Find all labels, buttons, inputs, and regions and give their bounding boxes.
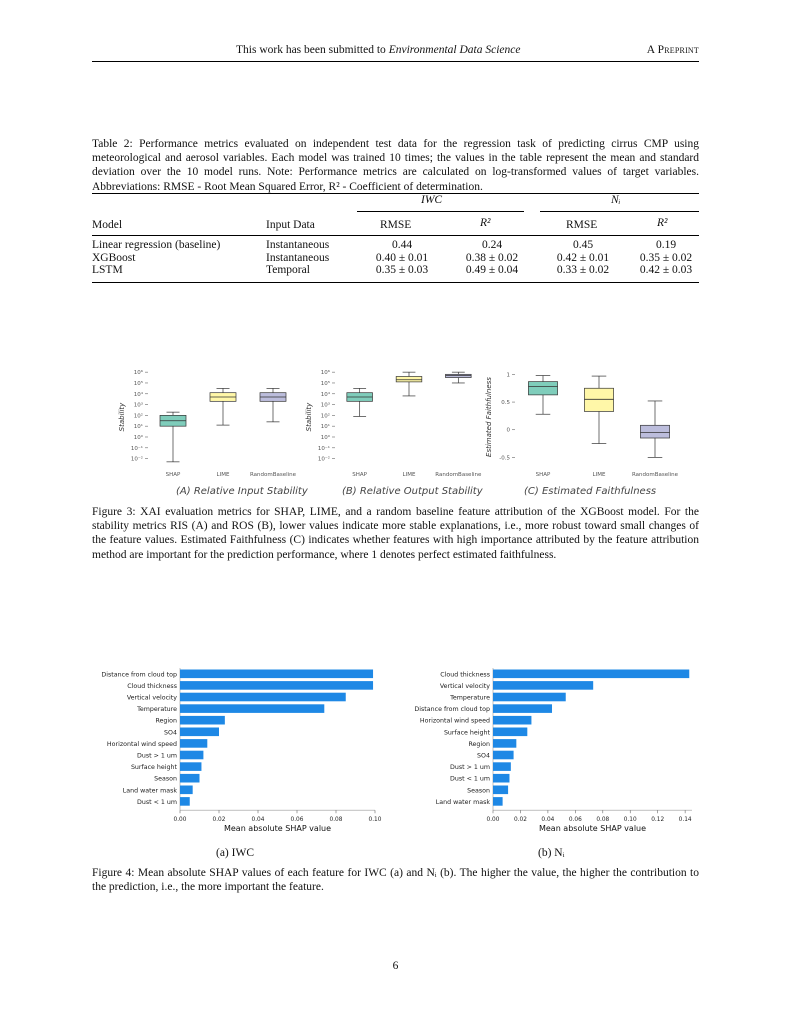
shap-bar: [180, 670, 373, 679]
feature-label: Distance from cloud top: [101, 671, 177, 679]
col-header-rmse-ni: RMSE: [566, 219, 598, 231]
x-tick-label: 0.02: [513, 817, 527, 824]
table-cell-value: 0.40 ± 0.01: [375, 251, 429, 264]
feature-label: Season: [467, 787, 490, 795]
shap-bar: [180, 739, 207, 748]
feature-label: Land water mask: [435, 798, 490, 806]
table-cell-value: 0.35 ± 0.02: [639, 251, 693, 264]
shap-bar: [180, 716, 225, 725]
box-randombaseline: [640, 425, 669, 438]
x-tick-label: 0.12: [651, 817, 665, 824]
y-tick-label: 10⁰: [133, 434, 143, 441]
x-tick-label: SHAP: [535, 472, 551, 478]
feature-label: Horizontal wind speed: [419, 717, 490, 725]
y-tick-label: 10⁵: [320, 380, 330, 387]
y-tick-label: 10⁴: [320, 391, 330, 398]
y-tick-label: 10⁰: [320, 434, 330, 441]
group-rule-iwc: [357, 211, 524, 212]
x-tick-label: 0.06: [568, 817, 582, 824]
y-tick-label: 10⁻¹: [317, 445, 330, 452]
fig3-c-title: (C) Estimated Faithfulness: [524, 486, 657, 497]
feature-label: Surface height: [130, 764, 177, 772]
feature-label: Temperature: [450, 694, 490, 702]
fig3-a-title: (A) Relative Input Stability: [176, 486, 308, 497]
table-mid-rule: [92, 235, 699, 236]
x-axis-title: Mean absolute SHAP value: [223, 824, 332, 834]
y-tick-label: 10³: [320, 402, 330, 409]
x-tick-label: 0.04: [251, 817, 265, 824]
shap-bar: [493, 797, 503, 806]
figure3-caption: Figure 3: XAI evaluation metrics for SHAP, LIME, and a random baseline feature attribution of the XGBoost model. For the stability metrics RIS (A) and ROS (B), lower values indicate more stable explanations, i.e., more robust toward small changes of the feature values. Estimated Faithfulness (C) indicates whether features with high importance attributed by the feature attribution method are important for the prediction performance, where 1 denotes perfect estimated faithfulness.: [92, 506, 699, 561]
y-axis-title: Stability: [118, 402, 126, 432]
shap-bar: [180, 704, 324, 713]
shap-bar: [180, 797, 190, 806]
table-cell-model: XGBoost: [92, 251, 136, 264]
feature-label: Season: [154, 775, 177, 783]
y-tick-label: 10⁻²: [317, 456, 330, 463]
shap-bar: [493, 786, 508, 795]
x-tick-label: RandomBaseline: [249, 472, 297, 478]
running-header: This work has been submitted to Environmental Data Science: [236, 44, 521, 56]
shap-bar: [180, 728, 219, 737]
y-tick-label: 0.5: [501, 400, 510, 407]
table-cell-model: Linear regression (baseline): [92, 239, 221, 251]
feature-label: Dust > 1 um: [136, 752, 177, 760]
y-tick-label: 10¹: [133, 424, 143, 431]
feature-label: Region: [155, 717, 177, 725]
x-tick-label: 0.14: [678, 817, 692, 824]
group-header-ni: Nᵢ: [611, 194, 621, 206]
table-cell-value: 0.33 ± 0.02: [556, 264, 610, 276]
feature-label: Surface height: [443, 729, 490, 737]
figure4-bar-charts: [92, 664, 699, 839]
feature-label: Distance from cloud top: [414, 706, 490, 714]
group-rule-ni: [540, 211, 699, 212]
y-tick-label: 10⁻²: [130, 456, 143, 463]
feature-label: SO4: [164, 729, 177, 737]
y-axis-title: Stability: [305, 402, 313, 432]
table-bottom-rule: [92, 282, 699, 283]
x-tick-label: RandomBaseline: [435, 472, 482, 478]
shap-bar: [493, 728, 527, 737]
table2-caption: Table 2: Performance metrics evaluated on independent test data for the regression task of predicting cirrus CMP using meteorological and aerosol variables. Each model was trained 10 times; the values in the table represent the mean and standard deviation over the 10 model runs. Note: Performance metrics are calculated on log-transformed values of target variables. Abbreviations: RMSE - Root Mean Squared Error, R² - Coefficient of determination.: [92, 138, 699, 193]
x-axis-title: Mean absolute SHAP value: [538, 824, 647, 834]
shap-bar: [493, 716, 531, 725]
fig4-b-subcaption: (b) Nᵢ: [538, 847, 565, 859]
box-randombaseline: [446, 374, 472, 377]
feature-label: Cloud thickness: [127, 682, 177, 690]
y-tick-label: 10⁻¹: [130, 445, 143, 452]
shap-bar: [493, 739, 516, 748]
col-header-input: Input Data: [266, 219, 315, 231]
shap-bar: [493, 704, 552, 713]
y-tick-label: 0: [506, 427, 510, 434]
col-header-rmse-iwc: RMSE: [380, 219, 412, 231]
table-cell-value: 0.35 ± 0.03: [375, 264, 429, 276]
x-tick-label: 0.10: [368, 817, 382, 824]
feature-label: SO4: [477, 752, 490, 760]
y-tick-label: 10²: [133, 413, 143, 420]
table-cell-value: 0.42 ± 0.03: [639, 264, 693, 276]
y-tick-label: 10⁴: [133, 391, 143, 398]
y-tick-label: 10²: [320, 413, 330, 420]
col-header-model: Model: [92, 219, 123, 231]
table-cell-value: 0.49 ± 0.04: [465, 264, 519, 276]
table-cell-value: 0.44: [391, 239, 413, 251]
x-tick-label: 0.00: [486, 817, 500, 824]
table-cell-input: Instantaneous: [266, 239, 330, 251]
y-tick-label: 10⁶: [133, 370, 143, 377]
shap-bar: [180, 693, 346, 702]
shap-bar: [180, 751, 203, 760]
x-tick-label: 0.00: [173, 817, 187, 824]
shap-bar: [493, 751, 514, 760]
feature-label: Dust < 1 um: [449, 775, 490, 783]
x-tick-label: 0.08: [329, 817, 343, 824]
feature-label: Vertical velocity: [439, 682, 490, 690]
page-number: 6: [392, 960, 399, 972]
feature-label: Land water mask: [122, 787, 177, 795]
shap-bar: [180, 774, 200, 783]
table-cell-input: Instantaneous: [266, 251, 330, 264]
feature-label: Dust > 1 um: [449, 764, 490, 772]
fig4-a-subcaption: (a) IWC: [216, 847, 254, 859]
table-cell-value: 0.45: [572, 239, 594, 251]
y-tick-label: 10⁵: [133, 380, 143, 387]
table-cell-value: 0.24: [481, 239, 503, 251]
x-tick-label: 0.02: [212, 817, 226, 824]
table-cell-value: 0.38 ± 0.02: [465, 251, 519, 264]
y-axis-title: Estimated Faithfulness: [485, 377, 493, 457]
shap-bar: [493, 774, 509, 783]
table-top-rule: [92, 193, 699, 194]
table-cell-model: LSTM: [92, 264, 123, 276]
x-tick-label: 0.08: [596, 817, 610, 824]
table-cell-value: 0.42 ± 0.01: [556, 251, 610, 264]
feature-label: Dust < 1 um: [136, 798, 177, 806]
col-header-r2-ni: R²: [657, 217, 668, 229]
figure4-caption: Figure 4: Mean absolute SHAP values of each feature for IWC (a) and Nᵢ (b). The higher the value, the higher the contribution to the prediction, i.e., the more important the feature.: [92, 867, 699, 894]
y-tick-label: -0.5: [499, 455, 510, 462]
y-tick-label: 10³: [133, 402, 143, 409]
shap-bar: [493, 670, 689, 679]
box-shap: [528, 382, 557, 395]
x-tick-label: LIME: [402, 472, 416, 478]
feature-label: Temperature: [137, 706, 177, 714]
journal-name: Environmental Data Science: [388, 44, 521, 56]
feature-label: Region: [468, 740, 490, 748]
x-tick-label: 0.10: [623, 817, 637, 824]
shap-bar: [493, 762, 511, 771]
col-header-r2-iwc: R²: [480, 217, 491, 229]
y-tick-label: 10⁶: [320, 370, 330, 377]
feature-label: Horizontal wind speed: [106, 740, 177, 748]
x-tick-label: SHAP: [352, 472, 368, 478]
shap-bar: [180, 762, 201, 771]
group-header-iwc: IWC: [421, 194, 443, 206]
shap-bar: [493, 681, 593, 690]
box-lime: [584, 388, 613, 411]
table-cell-value: 0.19: [655, 239, 677, 251]
y-tick-label: 1: [506, 372, 510, 379]
feature-label: Vertical velocity: [126, 694, 177, 702]
shap-bar: [493, 693, 566, 702]
header-rule: [92, 61, 699, 62]
x-tick-label: 0.06: [290, 817, 304, 824]
feature-label: Cloud thickness: [440, 671, 490, 679]
fig3-b-title: (B) Relative Output Stability: [342, 486, 483, 497]
shap-bar: [180, 786, 193, 795]
x-tick-label: LIME: [592, 472, 606, 478]
x-tick-label: 0.04: [541, 817, 555, 824]
box-lime: [396, 376, 422, 381]
shap-bar: [180, 681, 373, 690]
x-tick-label: SHAP: [165, 472, 181, 478]
y-tick-label: 10¹: [320, 424, 330, 431]
figure3-boxplots: [110, 362, 690, 500]
table-cell-input: Temporal: [266, 264, 310, 276]
x-tick-label: LIME: [216, 472, 230, 478]
preprint-label: A Preprint: [646, 44, 699, 56]
x-tick-label: RandomBaseline: [631, 472, 679, 478]
